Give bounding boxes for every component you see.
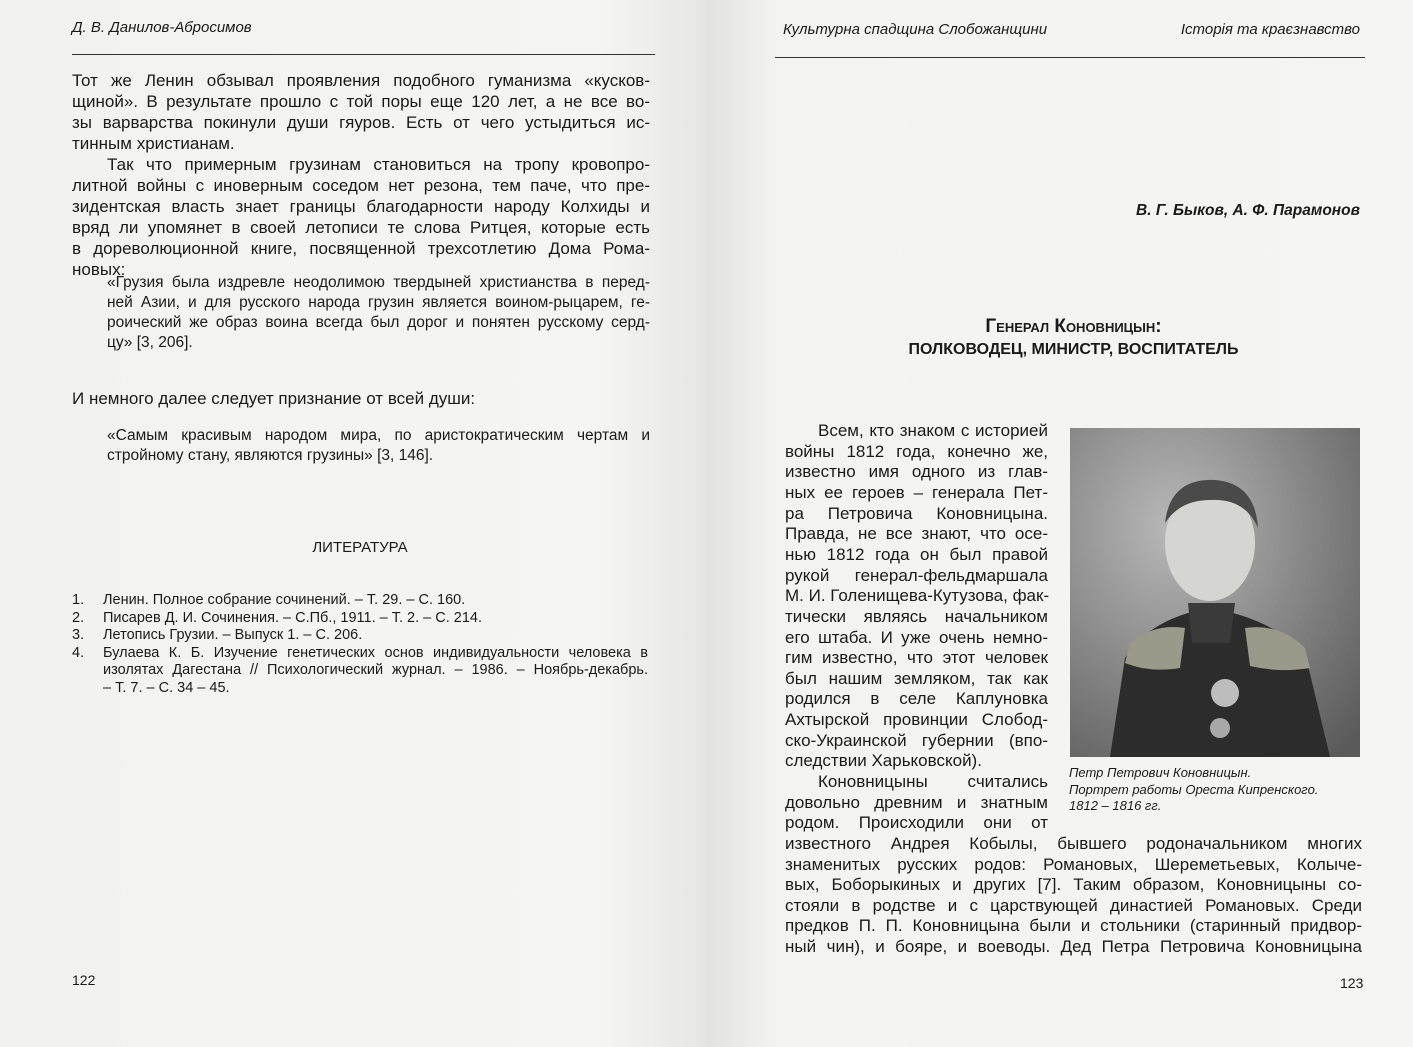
running-header-author: Д. В. Данилов-Абросимов bbox=[72, 19, 252, 36]
header-rule-right bbox=[775, 57, 1365, 58]
paragraph-line: был нашим земляком, так как bbox=[785, 668, 1048, 688]
paragraph-line: тинным христианам. bbox=[72, 134, 235, 153]
reference-number: 2. bbox=[72, 609, 85, 626]
paragraph-line: довольно древним и знатным bbox=[785, 792, 1048, 812]
paragraph-line: Коновницыны считались bbox=[818, 772, 1048, 792]
quote-line: роический же образ воина всегда был дорог и понятен русскому серд- bbox=[107, 314, 650, 331]
caption-line: Петр Петрович Коновницын. bbox=[1069, 765, 1252, 780]
paragraph-line: следствии Харьковской). bbox=[785, 751, 982, 771]
paragraph-line: новых: bbox=[72, 260, 126, 279]
reference-line: изолятах Дагестана // Психологический журнал. – 1986. – Ноябрь-декабрь. bbox=[103, 662, 648, 679]
page-number-left: 122 bbox=[72, 972, 96, 988]
paragraph-line: знаменитых русских родов: Романовых, Шереметьевых, Колыче- bbox=[785, 854, 1362, 874]
paragraph-line: родился в селе Каплуновка bbox=[785, 689, 1048, 709]
paragraph-line: Тот же Ленин обзывал проявления подобного гуманизма «кусков- bbox=[72, 71, 650, 90]
reference-number: 4. bbox=[72, 644, 85, 661]
caption-line: Портрет работы Ореста Кипренского. bbox=[1069, 781, 1319, 797]
paragraph-line: Так что примерным грузинам становиться на тропу кровопро- bbox=[107, 155, 650, 174]
paragraph-line: ный чин), и бояре, и воеводы. Дед Петра Петровича Коновницына bbox=[785, 937, 1362, 956]
paragraph-line: Всем, кто знаком с историей bbox=[818, 421, 1048, 440]
page-number-right: 123 bbox=[1340, 975, 1364, 991]
paragraph-line: зидентская власть знает границы благодарности народу Колхиды и bbox=[72, 197, 650, 216]
article-authors: В. Г. Быков, А. Ф. Парамонов bbox=[1136, 202, 1360, 219]
paragraph-line: ра Петровича Коновницына. bbox=[785, 503, 1048, 523]
paragraph-line: в дореволюционной книге, посвященной трехсотлетию Дома Рома- bbox=[72, 239, 650, 258]
article-title: Генерал Коновницын: bbox=[985, 316, 1162, 337]
paragraph-line: Правда, не все знают, что осе- bbox=[785, 524, 1048, 544]
paragraph-line: литной войны с иноверным соседом нет резона, тем паче, что пре- bbox=[72, 176, 650, 195]
caption-line: 1812 – 1816 гг. bbox=[1069, 798, 1162, 813]
paragraph-line: ных ее героев – генерала Пет- bbox=[785, 482, 1048, 502]
paragraph-line: вряд ли упомянет в своей летописи те слова Ритцея, которые есть bbox=[72, 218, 650, 237]
article-subtitle: ПОЛКОВОДЕЦ, МИНИСТР, ВОСПИТАТЕЛЬ bbox=[908, 341, 1239, 358]
reference-number: 3. bbox=[72, 627, 85, 644]
running-header-journal: Культурна спадщина Слобожанщини bbox=[783, 21, 1048, 38]
paragraph-line: зы варварства покинули души гяуров. Есть от чего устыдиться ис- bbox=[72, 113, 650, 132]
paragraph-line: ско-Украинской губернии (впо- bbox=[785, 730, 1048, 750]
paragraph-line: стояли в родстве и с царствующей династией Романовых. Среди bbox=[785, 895, 1362, 915]
paragraph-line: войны 1812 года, конечно же, bbox=[785, 441, 1048, 461]
paragraph-line: тически являясь начальником bbox=[785, 606, 1048, 626]
reference-line: Ленин. Полное собрание сочинений. – Т. 29. – С. 160. bbox=[103, 592, 466, 608]
reference-number: 1. bbox=[72, 592, 85, 608]
reference-line: – Т. 7. – С. 34 – 45. bbox=[103, 680, 230, 696]
quote-line: стройному стану, являются грузины» [3, 146]. bbox=[107, 447, 434, 464]
paragraph-line: Ахтырской провинции Слобод- bbox=[785, 710, 1048, 730]
header-rule bbox=[72, 54, 655, 55]
paragraph-line: щиной». В результате прошло с той поры еще 120 лет, а не все во- bbox=[72, 92, 650, 111]
paragraph-line: известного Андрея Кобылы, бывшего родоначальником многих bbox=[785, 834, 1362, 853]
reference-line: Писарев Д. И. Сочинения. – С.Пб., 1911. – Т. 2. – С. 214. bbox=[103, 609, 483, 626]
paragraph-line: предков П. П. Коновницына были и стольники (старинный придвор- bbox=[785, 916, 1362, 936]
paragraph-line: рукой генерал-фельдмаршала bbox=[785, 565, 1048, 585]
paragraph-line: вых, Боборыкиных и других [7]. Таким образом, Коновницыны со- bbox=[785, 875, 1362, 895]
quote-line: «Самым красивым народом мира, по аристократическим чертам и bbox=[107, 427, 650, 444]
reference-line: Булаева К. Б. Изучение генетических основ индивидуальности человека в bbox=[103, 644, 648, 661]
paragraph-line: его штаба. И уже очень немно- bbox=[785, 627, 1048, 647]
paragraph-line: гим известно, что этот человек bbox=[785, 648, 1048, 668]
quote-line: «Грузия была издревле неодолимою твердыней христианства в перед- bbox=[107, 274, 650, 291]
paragraph-line: М. И. Голенищева-Кутузова, фак- bbox=[785, 586, 1050, 606]
paragraph-line: И немного далее следует признание от всей души: bbox=[72, 389, 476, 408]
running-header-section: Історія та краєзнавство bbox=[1180, 21, 1360, 38]
references-title: ЛИТЕРАТУРА bbox=[312, 539, 408, 556]
reference-line: Летопись Грузии. – Выпуск 1. – С. 206. bbox=[103, 627, 363, 644]
paragraph-line: нью 1812 года он был правой bbox=[785, 544, 1048, 564]
paragraph-line: известно имя одного из глав- bbox=[785, 462, 1048, 482]
portrait-konovnitsyn-icon bbox=[1070, 428, 1360, 757]
portrait-image bbox=[1070, 428, 1360, 757]
quote-line: ней Азии, и для русского народа грузин является воином-рыцарем, ге- bbox=[107, 294, 650, 311]
paragraph-line: родом. Происходили они от bbox=[785, 813, 1048, 833]
quote-line: цу» [3, 206]. bbox=[107, 334, 193, 351]
